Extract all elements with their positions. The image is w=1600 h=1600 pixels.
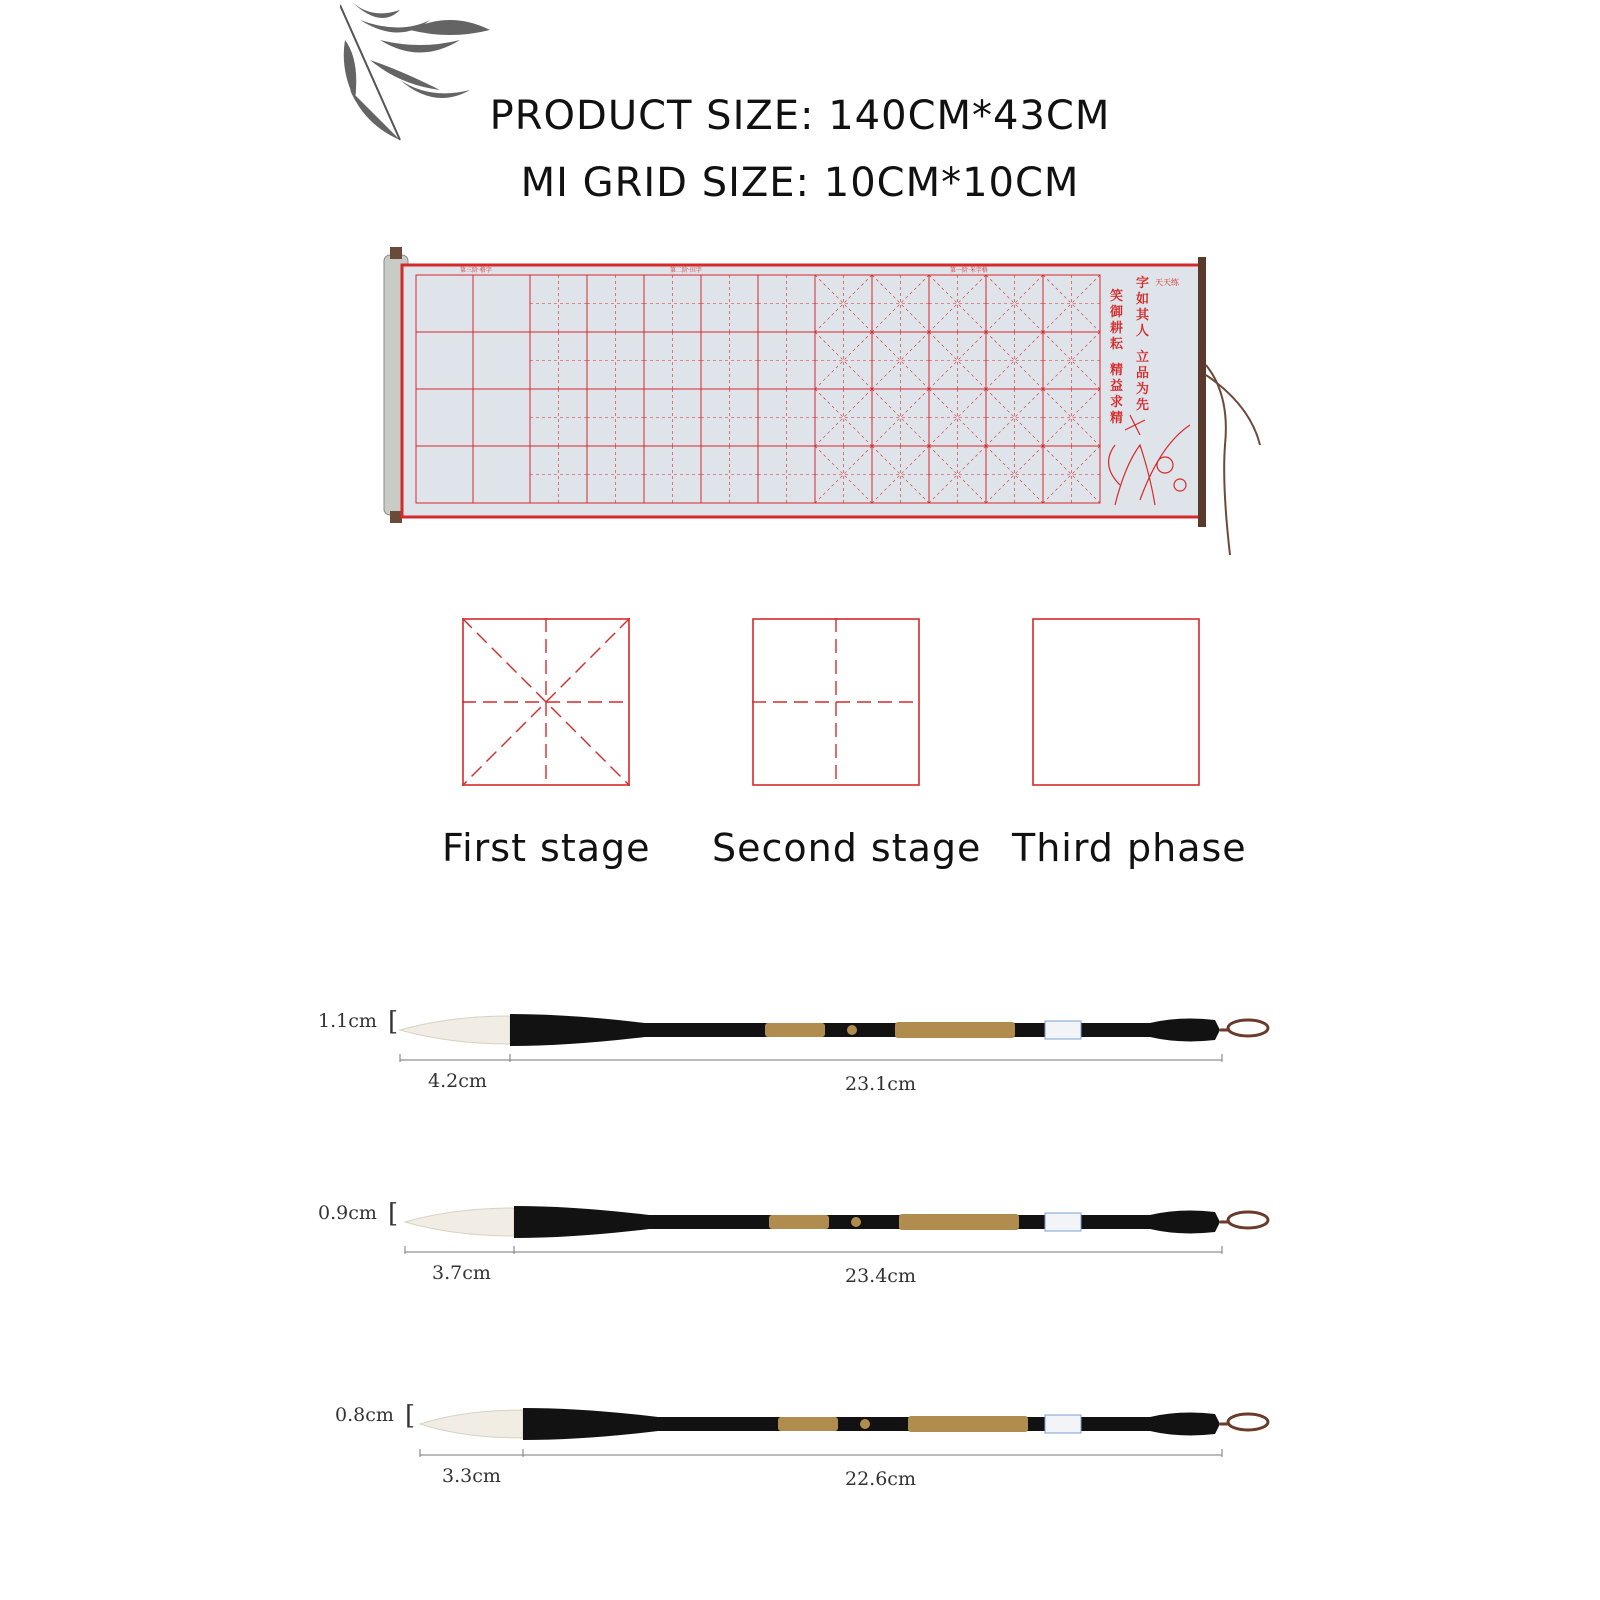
tip-length-label: 3.3cm	[442, 1465, 501, 1487]
brush-label-gold	[899, 1214, 1019, 1230]
calligraphy-char: 先	[1136, 398, 1150, 413]
calligraphy-char: 耘	[1110, 337, 1124, 352]
brush-tip	[405, 1208, 514, 1236]
product-size-heading: PRODUCT SIZE: 140CM*43CM	[489, 93, 1111, 139]
tip-length-label: 4.2cm	[428, 1070, 487, 1092]
brush-width-label: 0.9cm	[318, 1202, 377, 1224]
calligraphy-char: 品	[1136, 366, 1150, 381]
calligraphy-char: 笑	[1110, 289, 1124, 304]
brush-label-gold	[778, 1417, 838, 1431]
tip-length-label: 3.7cm	[432, 1262, 491, 1284]
scroll-rod	[1198, 257, 1206, 527]
scroll-brand: 天天练	[1155, 278, 1179, 287]
calligraphy-char: 益	[1110, 379, 1124, 394]
brush-sticker	[1045, 1021, 1081, 1039]
calligraphy-char: 耕	[1110, 321, 1124, 336]
brush-handle	[523, 1408, 1220, 1440]
practice-scroll	[380, 245, 1270, 565]
brush-label-gold	[908, 1416, 1028, 1432]
stage-grid-mi	[462, 618, 630, 786]
calligraphy-char: 求	[1110, 395, 1124, 410]
brush-label-gold	[765, 1023, 825, 1037]
brush-label-gold	[895, 1022, 1015, 1038]
brush-cord	[1228, 1212, 1268, 1228]
brush-tip	[400, 1016, 510, 1044]
calligraphy-char: 字	[1136, 276, 1150, 291]
handle-length-label: 23.4cm	[845, 1265, 916, 1287]
handle-length-label: 22.6cm	[845, 1468, 916, 1490]
brush-sticker	[1045, 1415, 1081, 1433]
stage-label: Third phase	[1012, 826, 1247, 870]
brush-cord	[1228, 1020, 1268, 1036]
brush-sticker	[1045, 1213, 1081, 1231]
scroll-paper	[402, 265, 1200, 517]
stage-label: First stage	[442, 826, 651, 870]
brush-width-label: 0.8cm	[335, 1404, 394, 1426]
calligraphy-char: 其	[1136, 308, 1150, 323]
calligraphy-char: 如	[1136, 292, 1150, 307]
calligraphy-char: 精	[1110, 363, 1124, 378]
calligraphy-char: 御	[1110, 305, 1124, 320]
brush-handle	[514, 1206, 1220, 1238]
dimension-line	[390, 1242, 1290, 1262]
scroll-stage-header: 第三阶·格字	[460, 267, 492, 274]
calligraphy-char: 为	[1136, 382, 1150, 397]
brush-cord	[1228, 1414, 1268, 1430]
dimension-line	[390, 1445, 1290, 1465]
scroll-stage-header: 第一阶·米字格	[950, 267, 988, 274]
width-bracket: [	[388, 1007, 399, 1037]
calligraphy-char: 人	[1136, 324, 1150, 339]
calligraphy-char: 立	[1136, 350, 1150, 365]
scroll-stage-header: 第二阶·田字	[670, 267, 702, 274]
width-bracket: [	[388, 1199, 399, 1229]
grid-size-heading: MI GRID SIZE: 10CM*10CM	[520, 160, 1080, 206]
brush-label-gold	[769, 1215, 829, 1229]
brush-tip	[420, 1410, 523, 1438]
calligraphy-char: 精	[1110, 411, 1124, 426]
stage-grid-tian	[752, 618, 920, 786]
handle-length-label: 23.1cm	[845, 1073, 916, 1095]
brush-handle	[510, 1014, 1220, 1046]
stage-grid-blank	[1032, 618, 1200, 786]
dimension-line	[390, 1050, 1290, 1070]
stage-label: Second stage	[712, 826, 982, 870]
brush-width-label: 1.1cm	[318, 1010, 377, 1032]
width-bracket: [	[405, 1401, 416, 1431]
